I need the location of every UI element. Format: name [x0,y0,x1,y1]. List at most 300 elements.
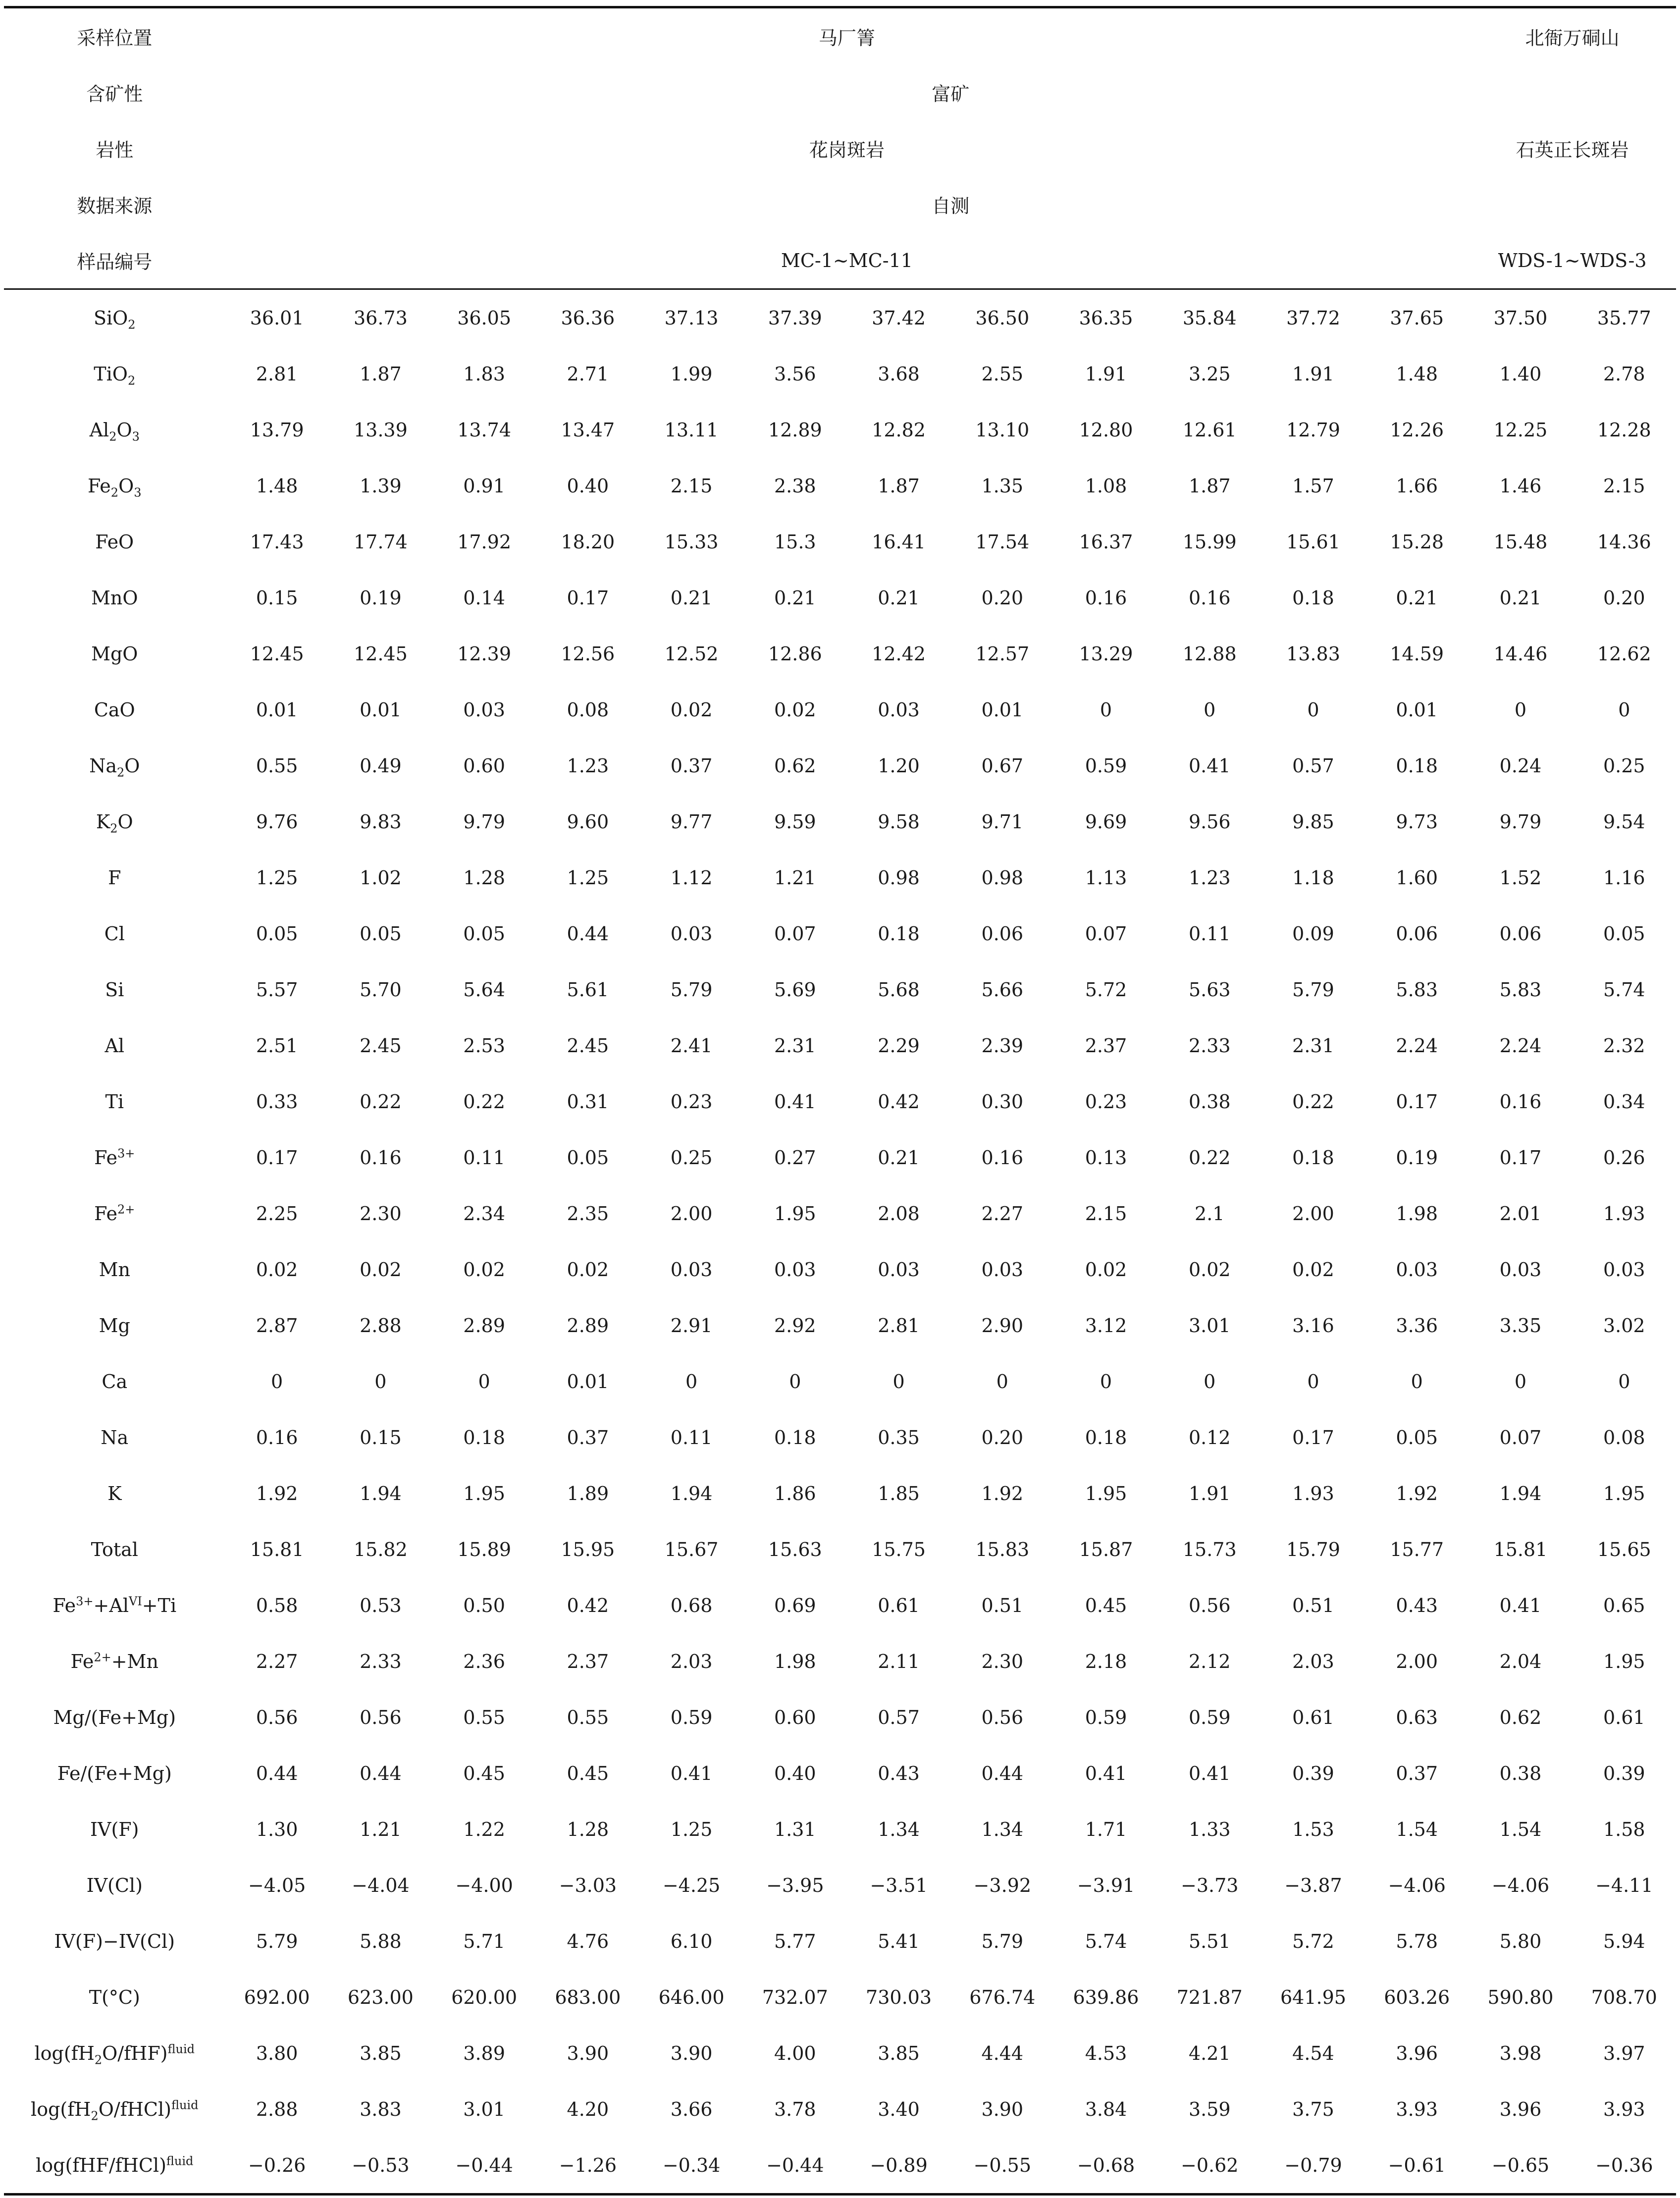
value-cell: 692.00 [244,1986,310,2008]
value-cell: 2.35 [567,1202,609,1225]
value-cell: 1.94 [1499,1482,1542,1504]
value-cell: 0.07 [1499,1426,1542,1448]
value-cell: 0.44 [981,1762,1024,1784]
value-cell: 37.50 [1469,289,1572,346]
value-cell: 0.18 [1396,754,1438,777]
value-cell: 0 [1411,1370,1423,1393]
value-cell: −3.73 [1181,1874,1239,1896]
value-cell: 0.18 [878,922,920,945]
row-label-part: log(fH [34,2042,95,2064]
value-cell: 0.62 [774,754,816,777]
value-cell: 2.03 [1292,1650,1334,1672]
row-label [4,1297,225,1353]
value-cell: 13.10 [975,419,1030,441]
row-label-part: TiO [94,363,128,385]
value-cell: 17.43 [250,531,304,553]
value-cell: 0.02 [1188,1258,1231,1281]
value-cell: 0.16 [1188,587,1231,609]
row-label-part: Fe/(Fe+Mg) [57,1762,172,1784]
value-cell: 2.24 [1499,1034,1542,1057]
row-label-part: 3+ [76,1594,94,1608]
value-cell: 1.93 [1603,1202,1645,1225]
value-cell: 1.13 [1085,866,1127,889]
row-label [4,458,225,514]
value-cell: 590.80 [1487,1986,1554,2008]
value-cell: 5.69 [774,978,816,1001]
value-cell: 36.35 [1054,289,1157,346]
row-label [4,1577,225,1633]
value-cell: 15.87 [1079,1538,1133,1560]
value-cell: 2.24 [1396,1034,1438,1057]
table-row-sio2 [4,289,1676,346]
value-cell: 1.34 [981,1818,1024,1840]
row-label-part: Al [89,419,109,441]
value-cell: 15.73 [1182,1538,1237,1560]
value-cell: 15.83 [975,1538,1030,1560]
value-cell: 0.45 [567,1762,609,1784]
table-row-k [4,1465,1676,1521]
table-row-na [4,1409,1676,1465]
value-cell: −4.06 [1491,1874,1550,1896]
value-cell: 0.08 [1603,1426,1645,1448]
row-label-part: O [116,419,132,441]
value-cell: 0.03 [1499,1258,1542,1281]
value-cell: 0.22 [1292,1090,1334,1113]
value-cell: 9.79 [1499,810,1542,833]
row-label-part: VI [128,1594,142,1608]
value-cell: 0.01 [256,698,298,721]
value-cell: 0.21 [1499,587,1542,609]
value-cell: 36.05 [432,289,536,346]
value-cell: 3.40 [878,2098,920,2120]
value-cell: −4.04 [352,1874,410,1896]
value-cell: 0.11 [670,1426,713,1448]
value-cell: 1.91 [1188,1482,1231,1504]
value-cell: 0.03 [1396,1258,1438,1281]
value-cell: 0.57 [1292,754,1334,777]
value-cell: 15.99 [1182,531,1237,553]
value-cell: 0.56 [360,1706,402,1728]
value-cell: 3.75 [1292,2098,1334,2120]
value-cell: 1.86 [774,1482,816,1504]
value-cell: 0.30 [981,1090,1024,1113]
value-cell: 1.83 [463,363,505,385]
value-cell: 1.02 [360,866,402,889]
value-cell: 1.92 [256,1482,298,1504]
value-cell: 2.27 [256,1650,298,1672]
row-label-part: 2+ [117,1202,135,1216]
value-cell: −0.26 [225,2137,329,2195]
value-cell: 1.23 [1188,866,1231,889]
value-cell: 3.85 [360,2042,402,2064]
value-cell: 5.77 [774,1930,816,1952]
value-cell: 5.41 [878,1930,920,1952]
value-cell: 0 [1204,698,1216,721]
table-row-iv-f-minus-iv-cl [4,1913,1676,1969]
value-cell: 1.95 [463,1482,505,1504]
row-label [4,289,225,346]
value-cell: 9.79 [463,810,505,833]
row-label [4,1801,225,1857]
value-cell: 3.12 [1085,1314,1127,1337]
table-row-na2o [4,738,1676,794]
value-cell: 37.42 [847,289,950,346]
value-cell: 5.71 [463,1930,505,1952]
value-cell: 12.88 [1182,643,1237,665]
value-cell: 2.11 [878,1650,920,1672]
table-row-total [4,1521,1676,1577]
value-cell: 2.00 [670,1202,713,1225]
value-cell: 1.98 [774,1650,816,1672]
value-cell: 0.05 [256,922,298,945]
value-cell: 0.56 [981,1706,1024,1728]
value-cell: −4.25 [662,1874,721,1896]
value-cell: 5.66 [981,978,1024,1001]
value-cell: 730.03 [866,1986,932,2008]
header-label: 数据来源 [77,195,153,217]
value-cell: 2.31 [1292,1034,1334,1057]
table-row-mn [4,1241,1676,1297]
value-cell: 0.60 [463,754,505,777]
row-label-part: Total [91,1538,138,1560]
value-cell: 0 [1100,698,1112,721]
value-cell: 0.02 [1085,1258,1127,1281]
value-cell: 0.02 [774,698,816,721]
value-cell: 4.76 [567,1930,609,1952]
value-cell: 9.59 [774,810,816,833]
value-cell: 2.18 [1085,1650,1127,1672]
value-cell: 0.41 [1085,1762,1127,1784]
table-body [4,7,1676,2195]
value-cell: 3.16 [1292,1314,1334,1337]
row-label-part: Fe [94,1146,117,1169]
value-cell: 12.61 [1182,419,1237,441]
value-cell: 0.38 [1499,1762,1542,1784]
value-cell: −0.44 [743,2137,847,2195]
value-cell: 5.61 [567,978,609,1001]
value-cell: 4.20 [567,2098,609,2120]
value-cell: 2.89 [567,1314,609,1337]
value-cell: 2.34 [463,1202,505,1225]
value-cell: 17.74 [353,531,408,553]
value-cell: −3.87 [1284,1874,1342,1896]
value-cell: 2.15 [1603,475,1645,497]
value-cell: 0.03 [463,698,505,721]
value-cell: 0.44 [360,1762,402,1784]
value-cell: 37.39 [743,289,847,346]
row-label-part: O [118,475,134,497]
value-cell: 0.63 [1396,1706,1438,1728]
value-cell: 0.61 [1292,1706,1334,1728]
value-cell: 0.16 [1499,1090,1542,1113]
value-cell: 2.41 [670,1034,713,1057]
value-cell: 2.31 [774,1034,816,1057]
value-cell: 2.30 [360,1202,402,1225]
row-label [4,962,225,1018]
value-cell: 4.44 [981,2042,1024,2064]
value-cell: 15.82 [353,1538,408,1560]
value-cell: 2.08 [878,1202,920,1225]
value-cell: 1.23 [567,754,609,777]
row-label [4,1521,225,1577]
value-cell: 1.25 [567,866,609,889]
value-cell: 2.92 [774,1314,816,1337]
table-row-k2o [4,794,1676,850]
row-label-part: 2 [94,2053,103,2067]
header-value: 自测 [932,195,970,217]
row-label-part: +Ti [142,1594,177,1616]
table-row-fe2 [4,1185,1676,1241]
value-cell: 3.89 [463,2042,505,2064]
value-cell: −3.91 [1077,1874,1135,1896]
header-label: 含矿性 [86,83,143,105]
value-cell: 0.16 [1085,587,1127,609]
value-cell: −0.65 [1469,2137,1572,2195]
value-cell: 1.21 [774,866,816,889]
row-label [4,1129,225,1185]
value-cell: 3.90 [981,2098,1024,2120]
table-row-log-h2o-hf [4,2025,1676,2081]
value-cell: 2.04 [1499,1650,1542,1672]
table-row-fe-ratio [4,1745,1676,1801]
row-label [4,570,225,626]
value-cell: 0.91 [463,475,505,497]
value-cell: 1.48 [256,475,298,497]
row-label-part: 2 [127,374,136,388]
header-row-ore-type [4,64,1676,120]
value-cell: 0.40 [774,1762,816,1784]
value-cell: 12.45 [353,643,408,665]
value-cell: 1.54 [1396,1818,1438,1840]
value-cell: 603.26 [1384,1986,1450,2008]
value-cell: 13.74 [457,419,511,441]
value-cell: 15.48 [1493,531,1548,553]
value-cell: 36.50 [950,289,1054,346]
row-label-part: K [107,1482,122,1504]
row-label [4,906,225,962]
value-cell: 1.95 [1085,1482,1127,1504]
header-label: 采样位置 [4,7,225,65]
row-label-part: fluid [171,2097,199,2112]
value-cell: 15.3 [774,531,816,553]
value-cell: 1.30 [256,1818,298,1840]
table-row-tio2 [4,346,1676,402]
value-cell: 0.18 [774,1426,816,1448]
value-cell: 5.79 [256,1930,298,1952]
value-cell: 15.81 [1493,1538,1548,1560]
value-cell: 18.20 [561,531,615,553]
value-cell: 0.35 [878,1426,920,1448]
value-cell: 12.80 [1079,419,1133,441]
value-cell: 0.14 [463,587,505,609]
value-cell: 2.25 [256,1202,298,1225]
value-cell: 13.47 [561,419,615,441]
value-cell: 0.61 [1603,1706,1645,1728]
value-cell: 1.92 [981,1482,1024,1504]
value-cell: −0.68 [1054,2137,1157,2195]
row-label [4,682,225,738]
value-cell: 0 [374,1370,387,1393]
row-label-part: log(fHF/fHCl) [36,2154,166,2176]
value-cell: 15.61 [1286,531,1340,553]
value-cell: 0.09 [1292,922,1334,945]
value-cell: 0.22 [463,1090,505,1113]
value-cell: 15.77 [1390,1538,1444,1560]
value-cell: 0.16 [256,1426,298,1448]
value-cell: 36.01 [225,289,329,346]
value-cell: 1.48 [1396,363,1438,385]
row-label [4,850,225,906]
row-label [4,346,225,402]
value-cell: 0.02 [1292,1258,1334,1281]
row-label-part: 2 [91,2109,99,2123]
value-cell: 0.68 [670,1594,713,1616]
value-cell: −4.11 [1595,1874,1653,1896]
value-cell: 620.00 [451,1986,518,2008]
value-cell: 0.42 [878,1090,920,1113]
value-cell: 1.87 [878,475,920,497]
row-label [4,626,225,682]
value-cell: 646.00 [658,1986,725,2008]
value-cell: 0.17 [1396,1090,1438,1113]
row-label-part: MnO [91,587,138,609]
value-cell: 2.88 [256,2098,298,2120]
value-cell: 0.06 [1396,922,1438,945]
value-cell: 5.64 [463,978,505,1001]
value-cell: −4.00 [455,1874,513,1896]
value-cell: 5.80 [1499,1930,1542,1952]
value-cell: 0.20 [981,587,1024,609]
value-cell: −0.53 [329,2137,432,2195]
value-cell: 3.93 [1396,2098,1438,2120]
value-cell: 15.89 [457,1538,511,1560]
header-value: 富矿 [932,83,970,105]
value-cell: 639.86 [1073,1986,1139,2008]
value-cell: 15.67 [664,1538,719,1560]
value-cell: 4.53 [1085,2042,1127,2064]
value-cell: 1.25 [670,1818,713,1840]
value-cell: 0.07 [1085,922,1127,945]
value-cell: 2.81 [878,1314,920,1337]
value-cell: 0.56 [1188,1594,1231,1616]
row-label [4,1969,225,2025]
value-cell: 0.05 [567,1146,609,1169]
value-cell: 1.18 [1292,866,1334,889]
value-cell: 0.02 [463,1258,505,1281]
value-cell: 0.40 [567,475,609,497]
value-cell: 1.95 [774,1202,816,1225]
table-row-iv-f [4,1801,1676,1857]
value-cell: 3.01 [463,2098,505,2120]
value-cell: 1.25 [256,866,298,889]
value-cell: 3.96 [1396,2042,1438,2064]
value-cell: 1.91 [1085,363,1127,385]
value-cell: 1.58 [1603,1818,1645,1840]
value-cell: 2.71 [567,363,609,385]
value-cell: 708.70 [1591,1986,1657,2008]
value-cell: 0.25 [670,1146,713,1169]
value-cell: 5.72 [1085,978,1127,1001]
value-cell: 15.28 [1390,531,1444,553]
value-cell: 0.34 [1603,1090,1645,1113]
value-cell: 0.62 [1499,1706,1542,1728]
value-cell: −0.55 [950,2137,1054,2195]
value-cell: 0.59 [1085,1706,1127,1728]
value-cell: 0.03 [878,1258,920,1281]
row-label-part: Fe [88,475,111,497]
value-cell: 0.21 [878,1146,920,1169]
table-row-mg-ratio [4,1689,1676,1745]
value-cell: 0.67 [981,754,1024,777]
value-cell: 3.36 [1396,1314,1438,1337]
header-value: 花岗斑岩 [809,139,885,161]
row-label-part: MgO [91,643,138,665]
table-row-si [4,962,1676,1018]
value-cell: 12.56 [561,643,615,665]
row-label-part: +Mn [111,1650,158,1672]
value-cell: 3.78 [774,2098,816,2120]
table-row-f [4,850,1676,906]
value-cell: 3.35 [1499,1314,1542,1337]
row-label-part: +Al [93,1594,129,1616]
value-cell: 1.53 [1292,1818,1334,1840]
value-cell: 0.33 [256,1090,298,1113]
row-label-part: Cl [104,922,125,945]
value-cell: 3.96 [1499,2098,1542,2120]
value-cell: −0.79 [1261,2137,1365,2195]
row-label-part: Si [105,978,124,1001]
value-cell: 5.78 [1396,1930,1438,1952]
value-cell: 0.13 [1085,1146,1127,1169]
value-cell: 5.74 [1085,1930,1127,1952]
value-cell: 3.93 [1603,2098,1645,2120]
value-cell: 12.57 [975,643,1030,665]
value-cell: 0.19 [1396,1146,1438,1169]
row-label-part: log(fH [31,2098,91,2120]
value-cell: 2.39 [981,1034,1024,1057]
row-label-part: Mn [99,1258,130,1281]
value-cell: 0.17 [1499,1146,1542,1169]
value-cell: 17.54 [975,531,1030,553]
value-cell: 2.37 [1085,1034,1127,1057]
row-label [4,1409,225,1465]
value-cell: 1.85 [878,1482,920,1504]
row-label-part: F [108,866,121,889]
value-cell: 5.68 [878,978,920,1001]
value-cell: 0.18 [1292,1146,1334,1169]
value-cell: 12.62 [1597,643,1651,665]
value-cell: −3.95 [766,1874,824,1896]
value-cell: 37.65 [1365,289,1469,346]
value-cell: 2.88 [360,1314,402,1337]
value-cell: 0.05 [360,922,402,945]
value-cell: 2.32 [1603,1034,1645,1057]
table-row-mno [4,570,1676,626]
value-cell: 0.51 [1292,1594,1334,1616]
value-cell: 0.17 [567,587,609,609]
value-cell: 0.08 [567,698,609,721]
value-cell: 1.46 [1499,475,1542,497]
value-cell: 5.83 [1396,978,1438,1001]
value-cell: −3.03 [559,1874,617,1896]
value-cell: 2.12 [1188,1650,1231,1672]
value-cell: 16.37 [1079,531,1133,553]
value-cell: 0.37 [567,1426,609,1448]
value-cell: 9.56 [1188,810,1231,833]
value-cell: 13.83 [1286,643,1340,665]
value-cell: 2.15 [1085,1202,1127,1225]
value-cell: 15.75 [872,1538,926,1560]
